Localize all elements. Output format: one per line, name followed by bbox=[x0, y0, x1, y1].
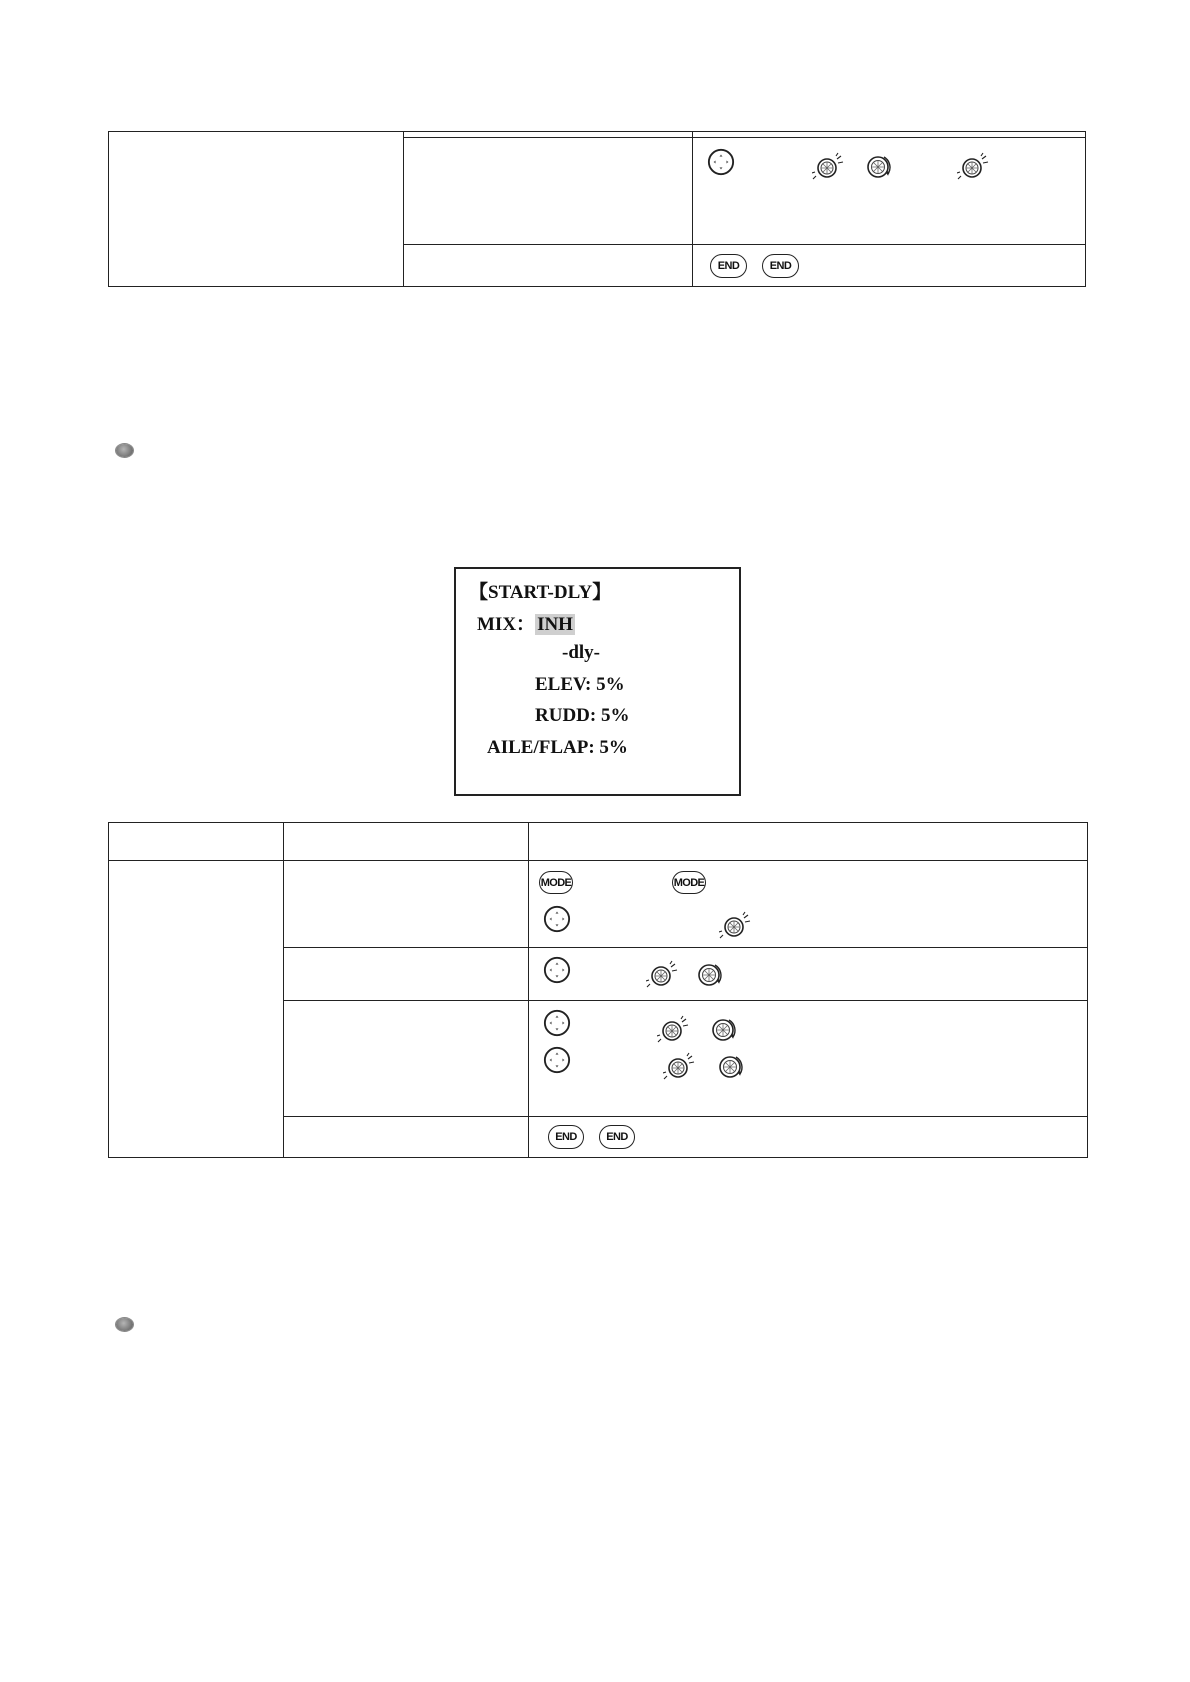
arrow-bullet-icon bbox=[116, 1318, 133, 1331]
lcd-elev-row[interactable]: ELEV: 5% bbox=[535, 674, 625, 695]
table1-cell-function bbox=[109, 132, 404, 287]
cursor-pad-icon[interactable] bbox=[543, 956, 571, 984]
mode-button[interactable]: MODE bbox=[672, 871, 706, 894]
jog-dial-rotate-icon[interactable] bbox=[716, 1052, 746, 1082]
table2-row1-operation bbox=[284, 861, 529, 948]
arrow-bullet-icon bbox=[116, 444, 133, 457]
jog-dial-press-icon[interactable] bbox=[657, 1015, 691, 1045]
jog-dial-press-icon[interactable] bbox=[646, 960, 680, 990]
lcd-mix-value[interactable]: INH bbox=[537, 614, 573, 635]
jog-dial-rotate-icon[interactable] bbox=[695, 960, 725, 990]
end-button[interactable]: END bbox=[599, 1125, 635, 1149]
lcd-screen bbox=[454, 567, 741, 796]
lcd-aile-flap-row[interactable]: AILE/FLAP: 5% bbox=[487, 737, 628, 758]
table2-header-keys bbox=[529, 823, 1088, 861]
lcd-mix-row bbox=[477, 609, 575, 636]
table2-row4-operation bbox=[284, 1117, 529, 1158]
cursor-pad-icon[interactable] bbox=[707, 148, 735, 176]
jog-dial-press-icon[interactable] bbox=[812, 152, 846, 182]
jog-dial-rotate-icon[interactable] bbox=[709, 1015, 739, 1045]
end-button[interactable]: END bbox=[762, 254, 799, 278]
jog-dial-press-icon[interactable] bbox=[957, 152, 991, 182]
lcd-mix-label: MIX： bbox=[477, 614, 536, 635]
table2-row1-keys bbox=[529, 861, 1088, 948]
cursor-pad-icon[interactable] bbox=[543, 905, 571, 933]
table2-row2-keys bbox=[529, 948, 1088, 1001]
table2-row3-operation bbox=[284, 1001, 529, 1117]
jog-dial-rotate-icon[interactable] bbox=[864, 152, 894, 182]
table1-row-set-keys bbox=[693, 138, 1086, 245]
table2-header-operation bbox=[284, 823, 529, 861]
lcd-rudd-row[interactable]: RUDD: 5% bbox=[535, 705, 630, 726]
jog-dial-press-icon[interactable] bbox=[663, 1052, 697, 1082]
end-button[interactable]: END bbox=[710, 254, 747, 278]
lcd-dly-label: -dly- bbox=[562, 642, 600, 663]
table2-row2-operation bbox=[284, 948, 529, 1001]
lcd-title: 【START-DLY】 bbox=[469, 582, 612, 603]
cursor-pad-icon[interactable] bbox=[543, 1009, 571, 1037]
table2-header-function bbox=[109, 823, 284, 861]
mode-button[interactable]: MODE bbox=[539, 871, 573, 894]
table1-row-end-keys bbox=[693, 244, 1086, 286]
table2-cell-function bbox=[109, 861, 284, 1158]
jog-dial-press-icon[interactable] bbox=[719, 911, 753, 941]
table2-row3-keys bbox=[529, 1001, 1088, 1117]
table1-row-end-operation bbox=[404, 244, 693, 286]
end-button[interactable]: END bbox=[548, 1125, 584, 1149]
table2-row4-keys bbox=[529, 1117, 1088, 1158]
table1-row-set-operation bbox=[404, 138, 693, 245]
cursor-pad-icon[interactable] bbox=[543, 1046, 571, 1074]
